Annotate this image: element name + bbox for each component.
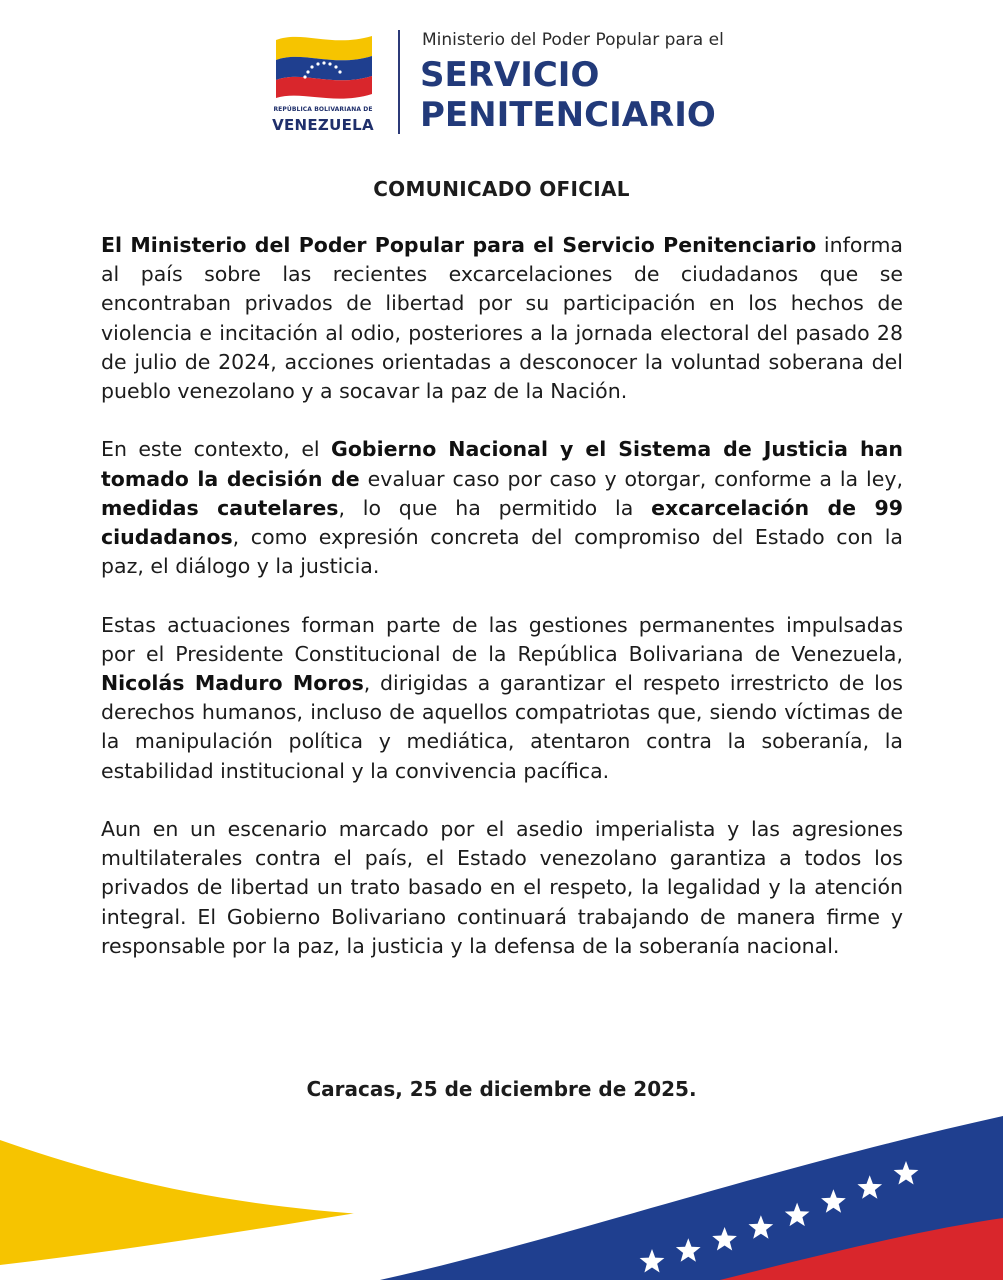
bold-phrase: excarcelación de 99 ciudadanos <box>101 495 903 550</box>
bold-phrase: medidas cautelares <box>101 495 339 520</box>
paragraph-text: , lo que ha permitido la <box>338 495 652 520</box>
ministry-name-line2: PENITENCIARIO <box>420 95 716 135</box>
venezuela-logo <box>270 26 380 138</box>
ministry-name-line1: SERVICIO <box>420 55 600 95</box>
paragraph-text: Aun en un escenario marcado por el asedio imperialista y las agresiones multilaterales contra el país, el Estado venezolano garantiza a todos los privados de libertad un trato basado en el respeto, la legalidad y la atención integral. El Gobierno Bolivariano continuará trabajando de manera firme y responsable por la paz, la justicia y la defensa de la soberanía nacional. <box>101 817 903 958</box>
paragraph-text: informa al país sobre las recientes excarcelaciones de ciudadanos que se encontraban privados de libertad por su participación en los hechos de violencia e incitación al odio, posteriores a la jornada electoral del pasado 28 de julio de 2024, acciones orientadas a desconocer la voluntad soberana del pueblo venezolano y a socavar la paz de la Nación. <box>101 233 903 404</box>
document-title: COMUNICADO OFICIAL <box>373 177 630 201</box>
document-body <box>101 231 903 990</box>
bold-phrase: El Ministerio del Poder Popular para el Servicio Penitenciario <box>101 233 817 257</box>
header <box>270 26 740 138</box>
paragraph-3 <box>101 611 903 786</box>
paragraph-text: Estas actuaciones forman parte de las gestiones permanentes impulsadas por el Presidente Constitucional de la República Bolivariana de Venezuela, <box>101 612 903 666</box>
venezuela-flag-icon <box>272 30 376 102</box>
paragraph-2 <box>101 435 903 581</box>
venezuela-flag-wave-icon <box>0 1090 1003 1280</box>
place-and-date: Caracas, 25 de diciembre de 2025. <box>306 1077 697 1101</box>
bold-phrase: Gobierno Nacional y el Sistema de Justicia han tomado la decisión de <box>101 437 904 491</box>
header-divider <box>398 30 400 134</box>
paragraph-1 <box>101 231 903 406</box>
republic-caption: REPÚBLICA BOLIVARIANA DE <box>273 106 373 113</box>
ministry-prefix: Ministerio del Poder Popular para el <box>422 30 724 50</box>
paragraph-4 <box>101 815 903 961</box>
paragraph-text: , como expresión concreta del compromiso del Estado con la paz, el diálogo y la justicia. <box>101 525 903 579</box>
paragraph-text: , dirigidas a garantizar el respeto irrestricto de los derechos humanos, incluso de aquellos compatriotas que, siendo víctimas de la manipulación política y mediática, atentaron contra la soberanía, la estabilidad institucional y la convivencia pacífica. <box>101 671 903 783</box>
paragraph-text: En este contexto, el <box>101 437 332 462</box>
paragraph-text: evaluar caso por caso y otorgar, conforme a la ley, <box>359 466 903 491</box>
country-caption: VENEZUELA <box>272 116 374 134</box>
bold-phrase: Nicolás Maduro Moros <box>101 671 364 696</box>
